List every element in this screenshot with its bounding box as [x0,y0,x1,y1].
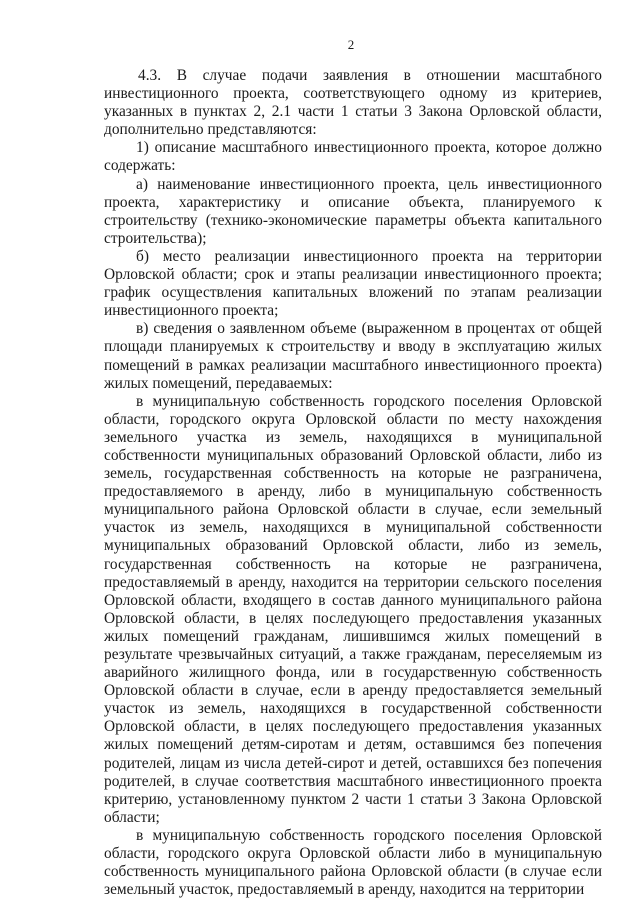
paragraph-clause-4-3: 4.3. В случае подачи заявления в отношении масштабного инвестиционного проекта, соответствующего одному из критериев, указанных в пунктах 2, 2.1 части 1 статьи 3 Закона Орловской области, дополнительно представляются: [104,67,602,139]
paragraph-subitem-a: а) наименование инвестиционного проекта, цель инвестиционного проекта, характеристику и описание объекта, планируемого к строительству (технико-экономические параметры объекта капитального строительства); [104,175,602,247]
paragraph-municipal-property-2: в муниципальную собственность городского поселения Орловской области, городского округа Орловской области либо в муниципальную собственность муниципального района Орловской области (в случае если земельный участок, предоставляемый в аренду, находится на территории [104,826,602,899]
paragraph-subitem-v: в) сведения о заявленном объеме (выраженном в процентах от общей площади планируемых к строительству и вводу в эксплуатацию жилых помещений в рамках реализации масштабного инвестиционного проекта) жилых помещений, передаваемых: [104,320,602,392]
paragraph-item-1: 1) описание масштабного инвестиционного проекта, которое должно содержать: [104,139,602,175]
document-body [104,67,602,899]
paragraph-municipal-property-1: в муниципальную собственность городского поселения Орловской области, городского округа Орловской области по месту нахождения земельного участка из земель, находящихся в муниципальной собственности муниципальных образований Орловской области, либо из земель, государственная собственность на которые не разграничена, предоставляемого в аренду, либо в муниципальную собственность муниципального района Орловской области в случае, если земельный участок из земель, находящихся в муниципальной собственности муниципальных образований Орловской области, либо из земель, государственная собственность на которые не разграничена, предоставляемый в аренду, находится на территории сельского поселения Орловской области, входящего в состав данного муниципального района Орловской области, в целях последующего предоставления указанных жилых помещений гражданам, лишившимся жилых помещений в результате чрезвычайных ситуаций, а также гражданам, переселяемым из аварийного жилищного фонда, или в государственную собственность Орловской области в случае, если в аренду предоставляется земельный участок из земель, находящихся в государственной собственности Орловской области, в целях последующего предоставления указанных жилых помещений детям-сиротам и детям, оставшимся без попечения родителей, лицам из числа детей-сирот и детей, оставшихся без попечения родителей, в случае соответствия масштабного инвестиционного проекта критерию, установленному пунктом 2 части 1 статьи 3 Закона Орловской области; [104,392,602,826]
page-number: 2 [347,37,355,52]
paragraph-subitem-b: б) место реализации инвестиционного проекта на территории Орловской области; срок и этапы реализации инвестиционного проекта; график осуществления капитальных вложений по этапам реализации инвестиционного проекта; [104,247,602,320]
